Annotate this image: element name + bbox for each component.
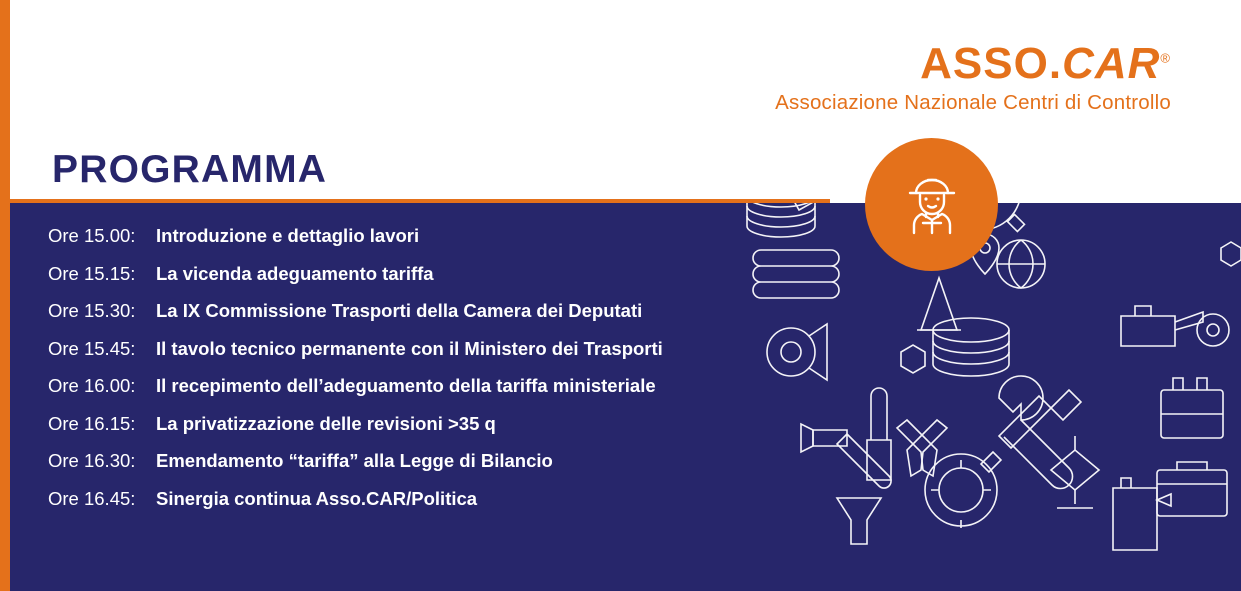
- registered-trademark-icon: ®: [1160, 50, 1171, 66]
- program-description: Il tavolo tecnico permanente con il Ministero dei Trasporti: [156, 337, 663, 359]
- program-time: Ore 16.15:: [48, 412, 136, 434]
- program-time: Ore 16.45:: [48, 487, 136, 509]
- logo-subtitle: Associazione Nazionale Centri di Controllo: [775, 91, 1171, 114]
- program-time: Ore 15.45:: [48, 337, 136, 359]
- program-description: Sinergia continua Asso.CAR/Politica: [156, 487, 478, 509]
- program-row: [48, 488, 808, 526]
- program-description: La privatizzazione delle revisioni >35 q: [156, 412, 496, 434]
- program-time: Ore 16.30:: [48, 450, 136, 471]
- program-row: [48, 450, 808, 488]
- program-time: Ore 15.30:: [48, 300, 136, 321]
- mechanic-worker-icon: [892, 165, 972, 245]
- title-divider: [0, 199, 830, 203]
- program-row: [48, 375, 808, 413]
- logo-car-text: CAR: [1062, 39, 1161, 88]
- program-time: Ore 15.15:: [48, 262, 136, 284]
- program-row: [48, 300, 808, 338]
- left-accent-bar: [0, 0, 10, 591]
- program-row: [48, 263, 808, 301]
- program-row: [48, 225, 808, 263]
- program-list: [48, 225, 808, 525]
- logo-dot: .: [1048, 39, 1063, 88]
- logo-asso-text: ASSO: [920, 39, 1049, 88]
- program-description: Introduzione e dettaglio lavori: [156, 225, 420, 246]
- program-description: La vicenda adeguamento tariffa: [156, 262, 434, 284]
- program-description: La IX Commissione Trasporti della Camera dei Deputati: [156, 300, 643, 321]
- program-description: Emendamento “tariffa” alla Legge di Bilancio: [156, 450, 553, 471]
- program-row: [48, 413, 808, 451]
- program-description: Il recepimento dell’adeguamento della tariffa ministeriale: [156, 375, 656, 396]
- assocar-logo: [775, 39, 1171, 115]
- logo-wordmark: [775, 39, 1171, 88]
- page-title: PROGRAMMA: [52, 148, 328, 191]
- program-time: Ore 15.00:: [48, 225, 136, 246]
- program-row: [48, 338, 808, 376]
- worker-badge: [865, 138, 998, 271]
- program-time: Ore 16.00:: [48, 375, 136, 396]
